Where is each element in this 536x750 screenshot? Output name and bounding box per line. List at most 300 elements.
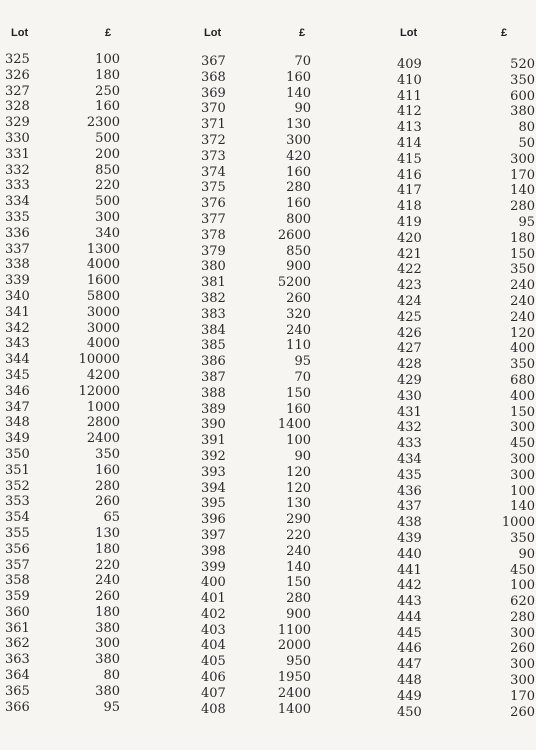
lot-row — [397, 436, 536, 452]
lot-number: 395 — [201, 496, 226, 512]
lot-number: 375 — [201, 180, 226, 196]
lot-number: 425 — [397, 309, 422, 325]
lot-number: 369 — [201, 85, 226, 101]
lot-price: 4200 — [86, 367, 120, 383]
price-rows — [201, 54, 361, 717]
lot-number: 393 — [201, 464, 226, 480]
lot-price: 380 — [510, 104, 535, 120]
lot-row — [5, 684, 165, 700]
lot-price: 1000 — [501, 515, 535, 531]
lot-number: 336 — [5, 225, 30, 241]
lot-number: 420 — [397, 230, 422, 246]
lot-number: 439 — [397, 530, 422, 546]
lot-number: 334 — [5, 194, 30, 210]
lot-price: 1000 — [86, 399, 120, 415]
lot-price: 4000 — [86, 257, 120, 273]
lot-price: 280 — [286, 180, 311, 196]
lot-number: 374 — [201, 164, 226, 180]
lot-row — [5, 479, 165, 495]
lot-price: 380 — [95, 683, 120, 699]
lot-row — [5, 494, 165, 510]
lot-price: 180 — [510, 230, 535, 246]
lot-row — [201, 591, 361, 607]
lot-row — [397, 199, 536, 215]
lot-number: 398 — [201, 543, 226, 559]
lot-number: 443 — [397, 594, 422, 610]
lot-price: 240 — [510, 278, 535, 294]
lot-number: 417 — [397, 183, 422, 199]
lot-number: 360 — [5, 604, 30, 620]
lot-price: 160 — [95, 99, 120, 115]
lot-number: 434 — [397, 451, 422, 467]
lot-price: 95 — [103, 699, 120, 715]
lot-price: 140 — [286, 85, 311, 101]
lot-price: 150 — [286, 575, 311, 591]
lot-price: 2800 — [86, 415, 120, 431]
lot-price: 240 — [286, 543, 311, 559]
lot-number: 351 — [5, 462, 30, 478]
lot-number: 450 — [397, 704, 422, 720]
lot-row — [5, 700, 165, 716]
lot-row — [397, 89, 536, 105]
lot-price: 500 — [95, 130, 120, 146]
pound-header: £ — [105, 27, 112, 39]
lot-number: 402 — [201, 606, 226, 622]
lot-number: 366 — [5, 699, 30, 715]
lot-price: 70 — [294, 369, 311, 385]
lot-price: 300 — [510, 625, 535, 641]
lot-row — [5, 415, 165, 431]
lot-price: 100 — [510, 578, 535, 594]
lot-number: 333 — [5, 178, 30, 194]
lot-row — [397, 515, 536, 531]
lot-price: 130 — [95, 525, 120, 541]
lot-row — [397, 215, 536, 231]
lot-row — [201, 275, 361, 291]
lot-price: 300 — [510, 420, 535, 436]
lot-row — [201, 386, 361, 402]
lot-row — [5, 52, 165, 68]
lot-number: 413 — [397, 120, 422, 136]
lot-row — [397, 657, 536, 673]
lot-number: 442 — [397, 578, 422, 594]
lot-row — [397, 341, 536, 357]
lot-row — [397, 278, 536, 294]
lot-price: 350 — [510, 72, 535, 88]
lot-number: 427 — [397, 341, 422, 357]
lot-price: 400 — [510, 388, 535, 404]
lot-row — [5, 336, 165, 352]
lot-number: 349 — [5, 431, 30, 447]
lot-row — [201, 54, 361, 70]
lot-row — [201, 70, 361, 86]
lot-number: 428 — [397, 357, 422, 373]
lot-row — [397, 420, 536, 436]
lot-price: 300 — [510, 467, 535, 483]
lot-row — [397, 610, 536, 626]
lot-row — [5, 573, 165, 589]
lot-price: 260 — [286, 290, 311, 306]
lot-row — [397, 373, 536, 389]
lot-number: 335 — [5, 209, 30, 225]
lot-row — [5, 99, 165, 115]
lot-number: 344 — [5, 352, 30, 368]
lot-number: 388 — [201, 385, 226, 401]
lot-row — [5, 542, 165, 558]
lot-price: 2400 — [277, 685, 311, 701]
lot-price: 140 — [286, 559, 311, 575]
lot-price: 620 — [510, 594, 535, 610]
lot-row — [397, 183, 536, 199]
lot-price: 10000 — [78, 352, 120, 368]
lot-number: 342 — [5, 320, 30, 336]
lot-row — [397, 499, 536, 515]
lot-price: 350 — [95, 446, 120, 462]
lot-number: 371 — [201, 117, 226, 133]
lot-number: 414 — [397, 135, 422, 151]
lot-row — [397, 531, 536, 547]
lot-number: 355 — [5, 525, 30, 541]
lot-number: 441 — [397, 562, 422, 578]
lot-number: 383 — [201, 306, 226, 322]
lot-price: 1400 — [277, 701, 311, 717]
lot-row — [5, 257, 165, 273]
lot-number: 372 — [201, 132, 226, 148]
lot-row — [5, 526, 165, 542]
lot-row — [5, 463, 165, 479]
lot-row — [201, 180, 361, 196]
lot-price: 2000 — [277, 638, 311, 654]
lot-row — [397, 326, 536, 342]
lot-price: 900 — [286, 259, 311, 275]
lot-number: 400 — [201, 575, 226, 591]
lot-price: 150 — [510, 404, 535, 420]
lot-number: 347 — [5, 399, 30, 415]
lot-price: 1300 — [86, 241, 120, 257]
lot-row — [201, 354, 361, 370]
lot-row — [5, 226, 165, 242]
lot-price: 400 — [510, 341, 535, 357]
lot-price: 280 — [286, 591, 311, 607]
lot-row — [201, 433, 361, 449]
lot-row — [397, 136, 536, 152]
lot-number: 392 — [201, 448, 226, 464]
lot-row — [397, 673, 536, 689]
lot-number: 363 — [5, 652, 30, 668]
lot-price: 90 — [294, 448, 311, 464]
lot-row — [201, 544, 361, 560]
lot-price: 5800 — [86, 288, 120, 304]
lot-number: 359 — [5, 589, 30, 605]
lot-number: 377 — [201, 211, 226, 227]
lot-number: 385 — [201, 338, 226, 354]
lot-row — [5, 163, 165, 179]
lot-row — [397, 104, 536, 120]
lot-price: 450 — [510, 436, 535, 452]
lot-price: 220 — [95, 557, 120, 573]
lot-price: 3000 — [86, 320, 120, 336]
lot-price: 1100 — [277, 622, 311, 638]
lot-number: 376 — [201, 196, 226, 212]
lot-number: 346 — [5, 383, 30, 399]
lot-price: 4000 — [86, 336, 120, 352]
lot-number: 437 — [397, 499, 422, 515]
lot-price: 12000 — [78, 383, 120, 399]
lot-price: 180 — [95, 67, 120, 83]
lot-price: 380 — [95, 620, 120, 636]
lot-price: 100 — [95, 52, 120, 67]
lot-price: 420 — [286, 148, 311, 164]
lot-row — [201, 670, 361, 686]
lot-price: 5200 — [277, 275, 311, 291]
lot-row — [397, 578, 536, 594]
lot-number: 411 — [397, 88, 422, 104]
lot-price: 170 — [510, 167, 535, 183]
lot-price: 850 — [95, 162, 120, 178]
lot-number: 416 — [397, 167, 422, 183]
lot-price: 160 — [286, 164, 311, 180]
lot-number: 327 — [5, 83, 30, 99]
lot-row — [201, 575, 361, 591]
lot-price: 1600 — [86, 273, 120, 289]
lot-price: 300 — [510, 151, 535, 167]
lot-number: 399 — [201, 559, 226, 575]
lot-number: 394 — [201, 480, 226, 496]
lot-price: 65 — [103, 510, 120, 526]
lot-row — [201, 86, 361, 102]
lot-number: 433 — [397, 436, 422, 452]
lot-row — [5, 636, 165, 652]
lot-price: 260 — [510, 704, 535, 720]
lot-number: 408 — [201, 701, 226, 717]
lot-price: 80 — [518, 120, 535, 136]
lot-number: 357 — [5, 557, 30, 573]
lot-price: 300 — [510, 673, 535, 689]
lot-row — [397, 705, 536, 721]
lot-number: 382 — [201, 290, 226, 306]
lot-number: 345 — [5, 367, 30, 383]
lot-row — [397, 484, 536, 500]
lot-price: 300 — [510, 451, 535, 467]
lot-number: 426 — [397, 325, 422, 341]
lot-row — [5, 652, 165, 668]
lot-row — [5, 510, 165, 526]
lot-price: 140 — [510, 183, 535, 199]
lot-number: 373 — [201, 148, 226, 164]
lot-row — [397, 405, 536, 421]
lot-row — [397, 120, 536, 136]
lot-row — [5, 605, 165, 621]
lot-row — [5, 558, 165, 574]
lot-number: 396 — [201, 512, 226, 528]
lot-price: 3000 — [86, 304, 120, 320]
lot-number: 423 — [397, 278, 422, 294]
lot-number: 381 — [201, 275, 226, 291]
lot-price: 220 — [95, 178, 120, 194]
lot-number: 384 — [201, 322, 226, 338]
lot-number: 350 — [5, 446, 30, 462]
lot-number: 401 — [201, 591, 226, 607]
lot-number: 444 — [397, 609, 422, 625]
lot-number: 391 — [201, 433, 226, 449]
lot-number: 431 — [397, 404, 422, 420]
lot-row — [5, 84, 165, 100]
lot-price: 50 — [518, 135, 535, 151]
lot-number: 405 — [201, 654, 226, 670]
lot-price: 280 — [510, 199, 535, 215]
lot-number: 326 — [5, 67, 30, 83]
lot-row — [397, 452, 536, 468]
lot-number: 378 — [201, 227, 226, 243]
lot-row — [397, 168, 536, 184]
lot-price: 160 — [286, 196, 311, 212]
lot-row — [397, 357, 536, 373]
lot-number: 429 — [397, 372, 422, 388]
lot-price: 850 — [286, 243, 311, 259]
lot-number: 362 — [5, 636, 30, 652]
lot-price: 240 — [286, 322, 311, 338]
lot-number: 390 — [201, 417, 226, 433]
lot-number: 329 — [5, 115, 30, 131]
lot-price: 90 — [294, 101, 311, 117]
lot-number: 339 — [5, 273, 30, 289]
lot-row — [5, 210, 165, 226]
lot-price: 280 — [95, 478, 120, 494]
lot-price: 240 — [510, 293, 535, 309]
lot-price: 150 — [286, 385, 311, 401]
lot-number: 418 — [397, 199, 422, 215]
lot-number: 409 — [397, 57, 422, 72]
lot-price: 120 — [510, 325, 535, 341]
lot-price: 180 — [95, 541, 120, 557]
lot-row — [201, 196, 361, 212]
lot-row — [5, 352, 165, 368]
lot-price: 500 — [95, 194, 120, 210]
lot-price: 680 — [510, 372, 535, 388]
lot-row — [397, 73, 536, 89]
lot-price: 220 — [286, 527, 311, 543]
lot-number: 397 — [201, 527, 226, 543]
lot-price: 320 — [286, 306, 311, 322]
lot-row — [201, 496, 361, 512]
lot-row — [5, 668, 165, 684]
lot-price: 90 — [518, 546, 535, 562]
lot-row — [397, 689, 536, 705]
lot-price: 160 — [286, 401, 311, 417]
lot-row — [201, 117, 361, 133]
lot-row — [201, 259, 361, 275]
lot-row — [201, 165, 361, 181]
lot-header: Lot — [204, 27, 222, 39]
lot-number: 338 — [5, 257, 30, 273]
pound-header: £ — [299, 27, 306, 39]
lot-row — [397, 57, 536, 73]
lot-number: 361 — [5, 620, 30, 636]
lot-row — [5, 178, 165, 194]
lot-row — [201, 512, 361, 528]
lot-row — [201, 307, 361, 323]
lot-number: 389 — [201, 401, 226, 417]
lot-row — [5, 447, 165, 463]
lot-number: 340 — [5, 288, 30, 304]
lot-price: 300 — [95, 209, 120, 225]
lot-number: 445 — [397, 625, 422, 641]
price-rows — [5, 52, 165, 715]
lot-price: 350 — [510, 262, 535, 278]
lot-price: 95 — [518, 214, 535, 230]
lot-row — [5, 368, 165, 384]
lot-row — [201, 638, 361, 654]
lot-price: 2600 — [277, 227, 311, 243]
lot-price: 70 — [294, 54, 311, 69]
lot-price: 260 — [95, 589, 120, 605]
lot-row — [201, 370, 361, 386]
lot-number: 448 — [397, 673, 422, 689]
lot-number: 358 — [5, 573, 30, 589]
lot-row — [201, 702, 361, 718]
lot-price: 350 — [510, 530, 535, 546]
lot-price: 95 — [294, 354, 311, 370]
lot-row — [201, 623, 361, 639]
lot-number: 438 — [397, 515, 422, 531]
lot-row — [5, 131, 165, 147]
lot-number: 424 — [397, 293, 422, 309]
lot-row — [397, 231, 536, 247]
lot-price: 160 — [286, 69, 311, 85]
lot-row — [201, 101, 361, 117]
pound-header: £ — [501, 27, 508, 39]
lot-row — [201, 481, 361, 497]
lot-price: 160 — [95, 462, 120, 478]
lot-price: 290 — [286, 512, 311, 528]
lot-number: 356 — [5, 541, 30, 557]
lot-number: 407 — [201, 685, 226, 701]
lot-number: 436 — [397, 483, 422, 499]
lot-price: 300 — [286, 132, 311, 148]
lot-number: 406 — [201, 670, 226, 686]
lot-row — [397, 468, 536, 484]
lot-price: 380 — [95, 652, 120, 668]
lot-number: 380 — [201, 259, 226, 275]
lot-row — [5, 68, 165, 84]
lot-price: 200 — [95, 146, 120, 162]
lot-number: 367 — [201, 54, 226, 69]
lot-price: 300 — [510, 657, 535, 673]
lot-row — [201, 686, 361, 702]
lot-number: 368 — [201, 69, 226, 85]
lot-price: 80 — [103, 668, 120, 684]
lot-price: 250 — [95, 83, 120, 99]
lot-row — [397, 547, 536, 563]
lot-number: 325 — [5, 52, 30, 67]
lot-number: 440 — [397, 546, 422, 562]
lot-number: 328 — [5, 99, 30, 115]
lot-row — [201, 465, 361, 481]
lot-row — [5, 115, 165, 131]
lot-price: 240 — [510, 309, 535, 325]
lot-row — [397, 247, 536, 263]
lot-price: 1950 — [277, 670, 311, 686]
lot-price: 260 — [510, 641, 535, 657]
lot-header: Lot — [400, 27, 418, 39]
lot-price: 340 — [95, 225, 120, 241]
lot-price: 100 — [510, 483, 535, 499]
lot-row — [397, 262, 536, 278]
lot-price: 600 — [510, 88, 535, 104]
lot-row — [201, 654, 361, 670]
lot-number: 387 — [201, 369, 226, 385]
lot-row — [201, 338, 361, 354]
